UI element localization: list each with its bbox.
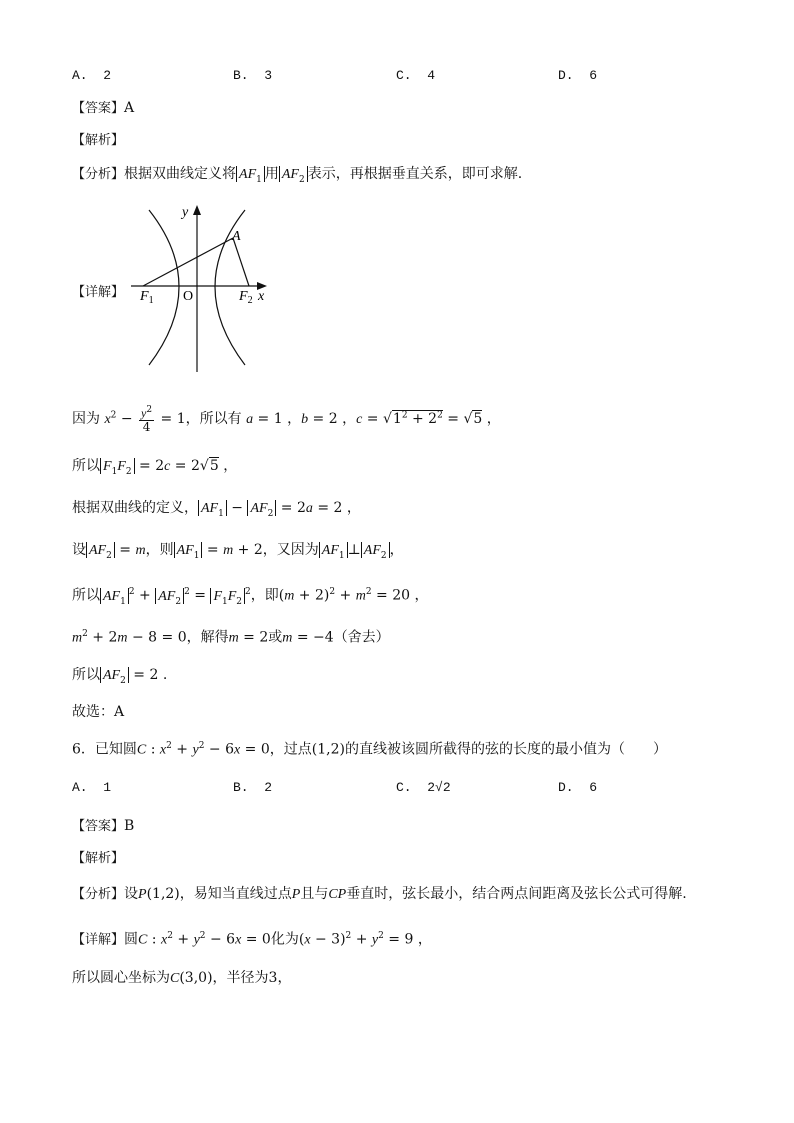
figure-label-a: A <box>232 229 241 244</box>
q5-analysis-tag: 【解析】 <box>72 133 125 148</box>
q5-fenxi: 【分析】根据双曲线定义将 $AF_1$ 用 $AF_2$ 表示，再根据垂直关系，即可求解. <box>72 166 523 185</box>
q5-conclusion: 故选：A <box>72 704 125 720</box>
q5-step-1: 因为 $x^2$ − $\frac{y^2}{4}$ = 1，所以有 a = 1 ，b = 2 ，$c = √1^2 + 2^2 = √5$ ， <box>72 405 501 434</box>
q6-option-d: D. 6 <box>558 780 598 795</box>
figure-label-f2: $F_2$ <box>239 289 253 306</box>
q5-option-d: D. 6 <box>558 68 598 83</box>
figure-label-f1: $F_1$ <box>140 289 154 306</box>
figure-label-y: y <box>182 205 189 220</box>
q5-option-b: B. 3 <box>233 68 273 83</box>
q5-option-a: A. 2 <box>72 68 112 83</box>
q5-step-5: 所以 $AF_1^2 + AF_2^2 = F_1F_2^2$，即$(m + 2)^2 + m^2 = 20$ ， <box>72 587 429 607</box>
q5-step-6: $m^2 + 2m - 8 = 0$，解得m = 2或m = −4（舍去） <box>72 629 390 646</box>
q5-step-3: 根据双曲线的定义， $AF_1 - AF_2 = 2a = 2$ ， <box>72 500 361 519</box>
q5-step-4: 设 $AF_2 = m$，则 $AF_1 = m + 2$，又因为 $AF_1$ ⊥ $AF_2$ ， <box>72 542 404 561</box>
q5-step-7: 所以 $AF_2 = 2$ . <box>72 667 168 686</box>
q6-analysis-tag: 【解析】 <box>72 851 125 866</box>
q6-stem: 6．已知圆C : $x^2 + y^2 - 6x = 0$，过点(1,2)的直线被该圆所截得的弦的长度的最小值为（ ） <box>72 741 667 758</box>
q5-detail-tag: 【详解】 <box>72 285 125 300</box>
q6-detail: 【详解】圆C : $x^2 + y^2 - 6x = 0$化为$(x - 3)^2 + y^2 = 9$ ， <box>72 931 432 948</box>
figure-label-o: O <box>183 289 194 304</box>
q5-step-2: 所以 $F_1F_2 = 2c = 2√5$ ， <box>72 458 238 477</box>
hyperbola-figure <box>125 200 285 375</box>
q5-option-c: C. 4 <box>396 68 436 83</box>
q6-option-a: A. 1 <box>72 780 112 795</box>
q6-option-b: B. 2 <box>233 780 273 795</box>
q6-answer: 【答案】B <box>72 818 135 834</box>
q6-center: 所以圆心坐标为C(3,0)，半径为3， <box>72 970 292 986</box>
figure-label-x: x <box>258 289 265 304</box>
q5-answer: 【答案】A <box>72 100 135 116</box>
q6-option-c: C. 2√2 <box>396 780 451 795</box>
q6-fenxi: 【分析】设P(1,2)，易知当直线过点P且与CP垂直时，弦长最小，结合两点间距离及弦长公式可得解. <box>72 886 687 902</box>
